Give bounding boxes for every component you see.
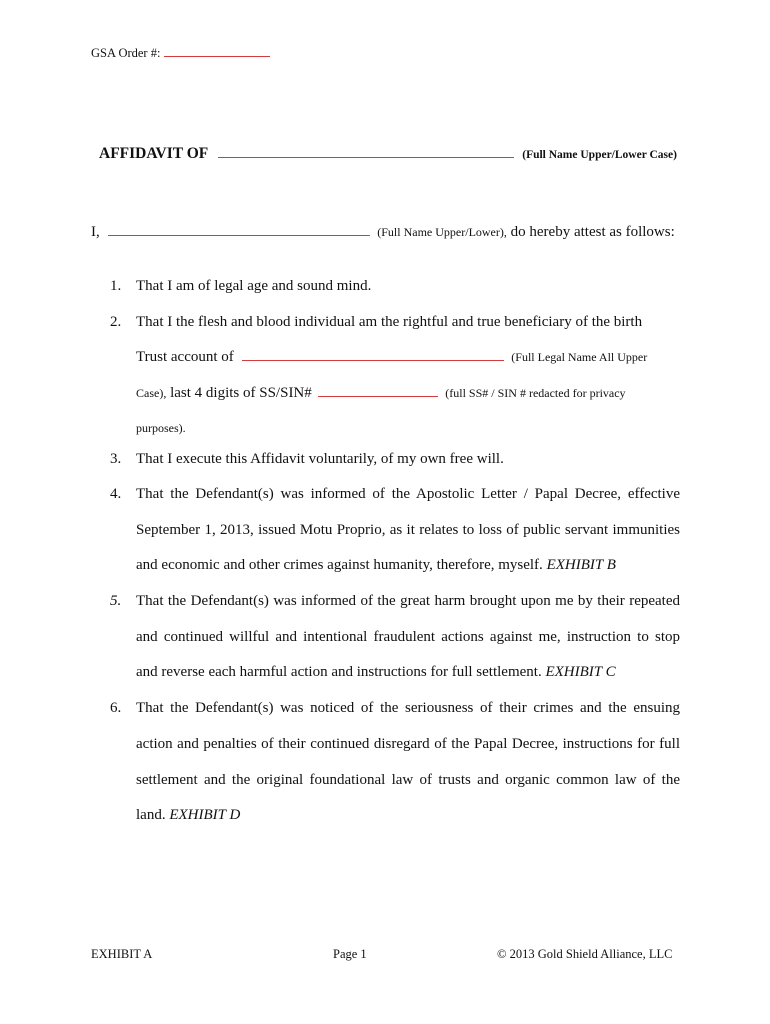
- intro-name-field[interactable]: [108, 235, 370, 236]
- list-item: [110, 700, 680, 717]
- item-number: 4.: [110, 486, 122, 502]
- intro-prefix: I,: [91, 224, 100, 240]
- item-line: [136, 807, 240, 824]
- trust-account-hint-end: Case),: [136, 386, 167, 400]
- item-line: [136, 385, 626, 402]
- footer-page-number: Page 1: [333, 947, 367, 961]
- exhibit-reference: EXHIBIT C: [545, 664, 616, 680]
- trust-account-field[interactable]: [242, 360, 504, 361]
- item-text: and economic and other crimes against humanity, therefore, myself.: [136, 557, 543, 573]
- item-text: That I execute this Affidavit voluntarily, of my own free will.: [136, 451, 504, 467]
- ssn-hint: (full SS# / SIN # redacted for privacy: [445, 386, 626, 400]
- item-text: That the Defendant(s) was informed of the Apostolic Letter / Papal Decree, effective: [136, 486, 680, 502]
- list-item: [110, 278, 371, 295]
- ssn-field[interactable]: [318, 396, 438, 397]
- trust-account-hint: (Full Legal Name All Upper: [511, 350, 648, 364]
- intro-line: [91, 224, 675, 241]
- affidavit-title-label: AFFIDAVIT OF: [99, 145, 209, 162]
- exhibit-reference: EXHIBIT B: [546, 557, 616, 573]
- item-line: [136, 664, 616, 681]
- item-text: land.: [136, 807, 166, 823]
- item-number: 6.: [110, 700, 122, 716]
- gsa-order-line: [91, 46, 270, 61]
- item-number: 1.: [110, 278, 122, 294]
- item-number: 2.: [110, 314, 122, 330]
- affidavit-name-field[interactable]: [218, 157, 514, 158]
- intro-name-hint: (Full Name Upper/Lower),: [377, 225, 507, 239]
- list-item: [110, 593, 680, 610]
- item-text: and reverse each harmful action and instructions for full settlement.: [136, 664, 542, 680]
- item-text: That the Defendant(s) was noticed of the seriousness of their crimes and the ensuing: [136, 700, 680, 716]
- item-line: September 1, 2013, issued Motu Proprio, as it relates to loss of public servant immunities: [136, 522, 680, 538]
- item-line: [136, 349, 647, 366]
- item-number: 5.: [110, 593, 122, 609]
- intro-suffix: do hereby attest as follows:: [510, 224, 675, 240]
- item-line: [136, 557, 616, 574]
- item-text: That the Defendant(s) was informed of the great harm brought upon me by their repeated: [136, 593, 680, 609]
- list-item: [110, 451, 504, 468]
- gsa-order-field[interactable]: [164, 56, 270, 57]
- item-text: That I am of legal age and sound mind.: [136, 278, 372, 294]
- trust-account-label: Trust account of: [136, 349, 234, 365]
- item-number: 3.: [110, 451, 122, 467]
- item-line: action and penalties of their continued disregard of the Papal Decree, instructions for full: [136, 736, 680, 752]
- gsa-order-label: GSA Order #:: [91, 46, 161, 60]
- footer-copyright: © 2013 Gold Shield Alliance, LLC: [497, 947, 673, 961]
- ssn-hint-end: purposes).: [136, 421, 186, 435]
- item-line: [136, 421, 186, 436]
- item-text: That I the flesh and blood individual am the rightful and true beneficiary of the birth: [136, 314, 643, 330]
- affidavit-title: [99, 145, 677, 163]
- exhibit-reference: EXHIBIT D: [169, 807, 241, 823]
- affidavit-name-hint: (Full Name Upper/Lower Case): [522, 149, 677, 161]
- list-item: [110, 314, 642, 331]
- list-item: [110, 486, 680, 503]
- footer-exhibit-label: EXHIBIT A: [91, 947, 153, 961]
- item-line: and continued willful and intentional fraudulent actions against me, instruction to stop: [136, 629, 680, 645]
- ssn-label: last 4 digits of SS/SIN#: [170, 385, 312, 401]
- item-line: settlement and the original foundational law of trusts and organic common law of the: [136, 772, 680, 788]
